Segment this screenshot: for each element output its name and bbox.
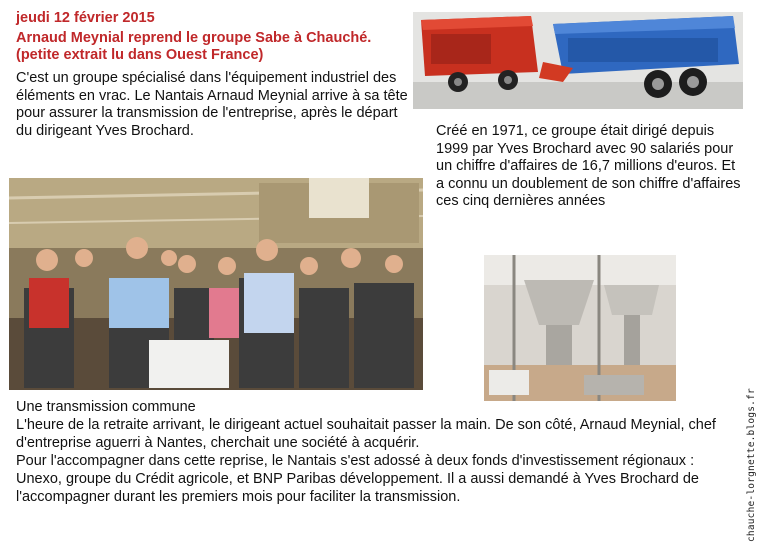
factory-equipment-photo [484,255,676,401]
body-paragraph-2: Pour l'accompagner dans cette reprise, le Nantais s'est adossé à deux fonds d'investissement régionaux : Unexo, groupe du Crédit agricole, et BNP Paribas développement. Il a aussi demandé à Yves Brochard de l'accompagner durant les premiers mois pour faciliter la transmission. [16,453,699,505]
article-date: jeudi 12 février 2015 [16,10,155,26]
watermark-text: chauche-lorgnette.blogs.fr [746,388,757,542]
agricultural-trailers-photo [413,12,743,109]
blog-watermark [732,388,757,545]
section-title: Une transmission commune [16,399,196,415]
side-paragraph: Créé en 1971, ce groupe était dirigé depuis 1999 par Yves Brochard avec 90 salariés pour un chiffre d'affaires de 16,7 millions d'euros. Et a connu un doublement de son chiffre d'affaires ces cinq dernières années [436,123,741,209]
article-intro: C'est un groupe spécialisé dans l'équipement industriel des éléments en vrac. Le Nantais Arnaud Meynial arrive à sa tête pour assurer la transmission de l'entreprise, après le départ du dirigeant Yves Brochard. [16,70,408,139]
staff-group-photo [9,178,423,390]
body-paragraph-1: L'heure de la retraite arrivant, le dirigeant actuel souhaitait passer la main. De son côté, Arnaud Meynial, chef d'entreprise aguerri à Nantes, cherchait une société à acquérir. [16,417,716,451]
article-headline: Arnaud Meynial reprend le groupe Sabe à Chauché. (petite extrait lu dans Ouest France) [16,30,372,63]
article-body [16,398,731,506]
